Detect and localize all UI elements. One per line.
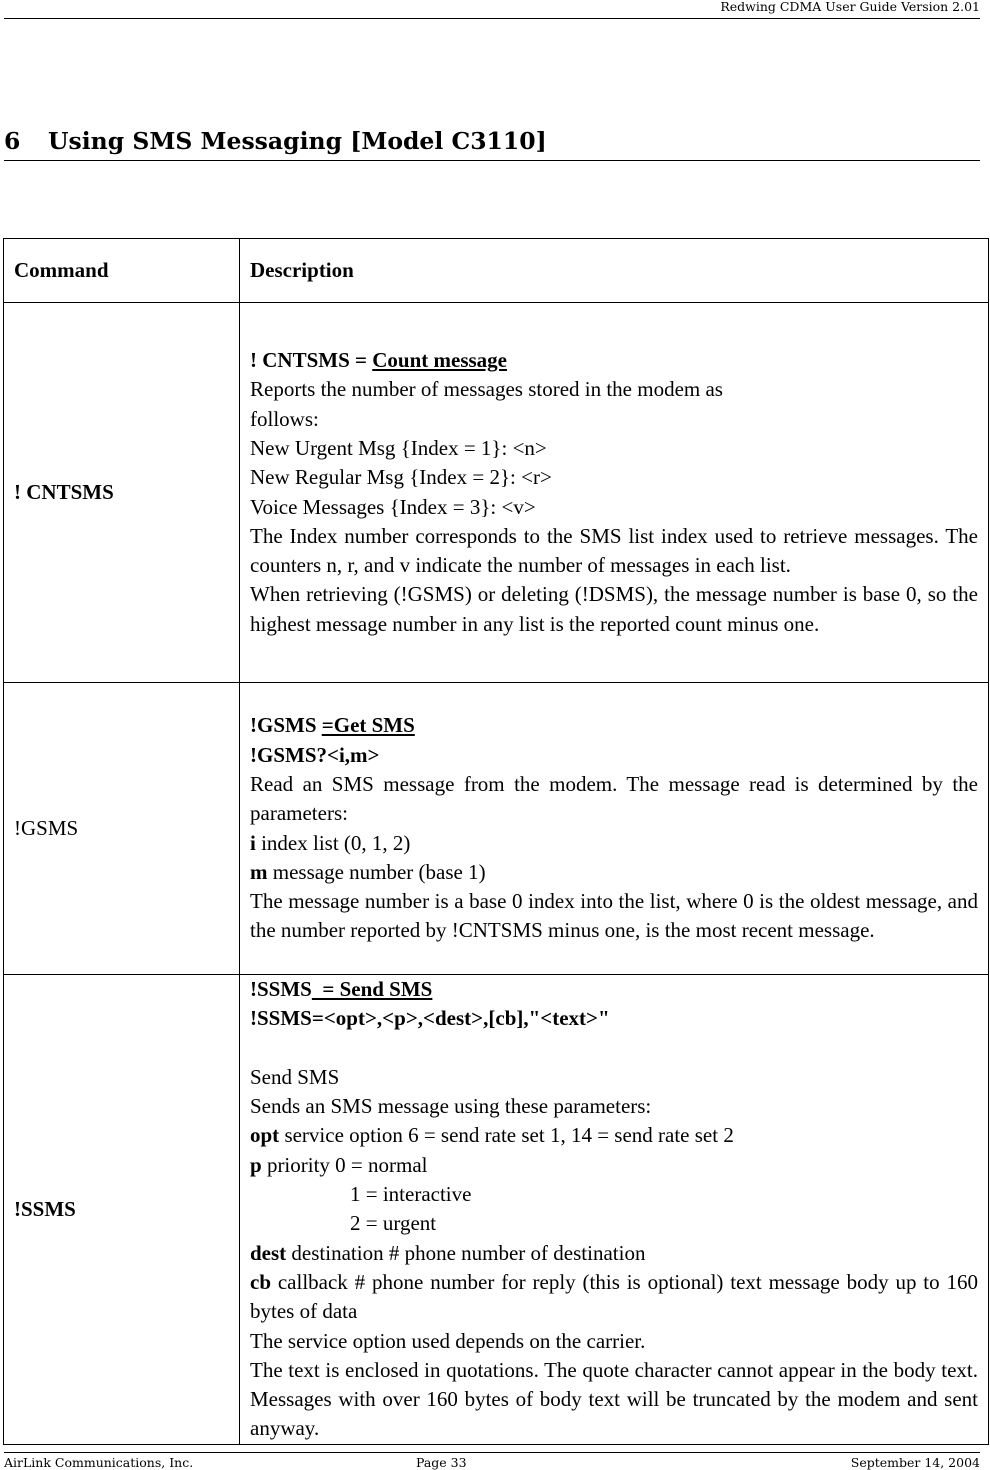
cntsms-line: Reports the number of messages stored in the modem as bbox=[250, 377, 723, 402]
footer-page-number: Page 33 bbox=[416, 1455, 467, 1470]
cntsms-title bbox=[250, 346, 978, 375]
cntsms-title-link: Count message bbox=[372, 348, 507, 373]
ssms-param-dest-text: destination # phone number of destination bbox=[286, 1240, 646, 1265]
gsms-param-m-text: message number (base 1) bbox=[267, 859, 486, 884]
gsms-param-m-key: m bbox=[250, 859, 268, 884]
ssms-param-p-text: priority 0 = normal bbox=[261, 1152, 428, 1177]
ssms-param-p bbox=[250, 1151, 978, 1180]
ssms-line-send: Send SMS bbox=[250, 1064, 340, 1089]
command-cell-gsms: !GSMS bbox=[4, 683, 240, 975]
command-cell-ssms: !SSMS bbox=[4, 975, 240, 1445]
column-header-command: Command bbox=[4, 239, 240, 303]
table-row bbox=[4, 303, 989, 683]
ssms-title bbox=[250, 975, 978, 1004]
ssms-para-quotations: The text is enclosed in quotations. The quote character cannot appear in the body text. Messages with over 160 bytes of body text will be truncated by the modem and sent anyway. bbox=[250, 1357, 978, 1441]
column-header-description: Description bbox=[240, 239, 989, 303]
ssms-param-cb bbox=[250, 1268, 978, 1327]
description-cell-cntsms bbox=[240, 303, 989, 683]
description-cell-gsms bbox=[240, 683, 989, 975]
table-header-row bbox=[4, 239, 989, 303]
table-row bbox=[4, 683, 989, 975]
ssms-param-dest bbox=[250, 1239, 978, 1268]
command-cell-cntsms: ! CNTSMS bbox=[4, 303, 240, 683]
ssms-param-dest-key: dest bbox=[250, 1240, 287, 1265]
gsms-para-read: Read an SMS message from the modem. The message read is determined by the parameters: bbox=[250, 771, 978, 826]
ssms-line-sends: Sends an SMS message using these parameters: bbox=[250, 1094, 652, 1119]
command-table bbox=[3, 238, 989, 1445]
gsms-para-message-number: The message number is a base 0 index into the list, where 0 is the oldest message, and the number reported by !CNTSMS minus one, is the most recent message. bbox=[250, 889, 978, 943]
ssms-param-opt bbox=[250, 1121, 978, 1150]
footer-date: September 14, 2004 bbox=[850, 1455, 980, 1470]
description-cell-ssms bbox=[240, 975, 989, 1445]
header-title: Redwing CDMA User Guide Version 2.01 bbox=[720, 0, 980, 14]
ssms-line-service-option: The service option used depends on the carrier. bbox=[250, 1328, 646, 1353]
section-title: Using SMS Messaging [Model C3110] bbox=[48, 127, 547, 155]
ssms-param-cb-text: callback # phone number for reply (this is optional) text message body up to 160 bytes of data bbox=[250, 1269, 978, 1324]
blank-line bbox=[250, 1034, 978, 1063]
ssms-param-p-interactive: 1 = interactive bbox=[350, 1182, 472, 1207]
gsms-param-i bbox=[250, 829, 978, 858]
ssms-syntax: !SSMS=<opt>,<p>,<dest>,[cb],"<text>" bbox=[250, 1006, 610, 1031]
ssms-param-opt-key: opt bbox=[250, 1123, 280, 1148]
footer-company: AirLink Communications, Inc. bbox=[4, 1455, 194, 1470]
ssms-param-cb-key: cb bbox=[250, 1269, 271, 1294]
ssms-param-opt-text: service option 6 = send rate set 1, 14 = send rate set 2 bbox=[279, 1123, 734, 1148]
ssms-title-link: = Send SMS bbox=[311, 977, 433, 1001]
cntsms-line: Voice Messages {Index = 3}: <v> bbox=[250, 494, 536, 519]
gsms-title-link: =Get SMS bbox=[321, 713, 415, 738]
ssms-param-p-urgent: 2 = urgent bbox=[350, 1211, 437, 1236]
cntsms-para-retrieving: When retrieving (!GSMS) or deleting (!DSMS), the message number is base 0, so the highest message number in any list is the reported count minus one. bbox=[250, 582, 978, 636]
page-header bbox=[4, 0, 980, 19]
cntsms-line: New Regular Msg {Index = 2}: <r> bbox=[250, 465, 552, 490]
cntsms-para-index: The Index number corresponds to the SMS list index used to retrieve messages. The counters n, r, and v indicate the number of messages in each list. bbox=[250, 523, 978, 578]
gsms-param-i-key: i bbox=[250, 830, 256, 855]
gsms-title bbox=[250, 711, 978, 740]
section-heading bbox=[4, 122, 980, 161]
cntsms-line: New Urgent Msg {Index = 1}: <n> bbox=[250, 435, 547, 460]
cntsms-line: follows: bbox=[250, 406, 319, 431]
gsms-param-i-text: index list (0, 1, 2) bbox=[255, 830, 411, 855]
ssms-param-p-key: p bbox=[250, 1152, 262, 1177]
page-footer bbox=[4, 1452, 980, 1470]
section-number: 6 bbox=[4, 127, 21, 155]
gsms-title-cmd: !GSMS bbox=[250, 713, 322, 738]
cntsms-title-cmd: ! CNTSMS = bbox=[250, 348, 373, 373]
ssms-title-cmd: !SSMS bbox=[250, 977, 312, 1001]
table-row bbox=[4, 975, 989, 1445]
gsms-param-m bbox=[250, 858, 978, 887]
gsms-syntax: !GSMS?<i,m> bbox=[250, 742, 380, 767]
